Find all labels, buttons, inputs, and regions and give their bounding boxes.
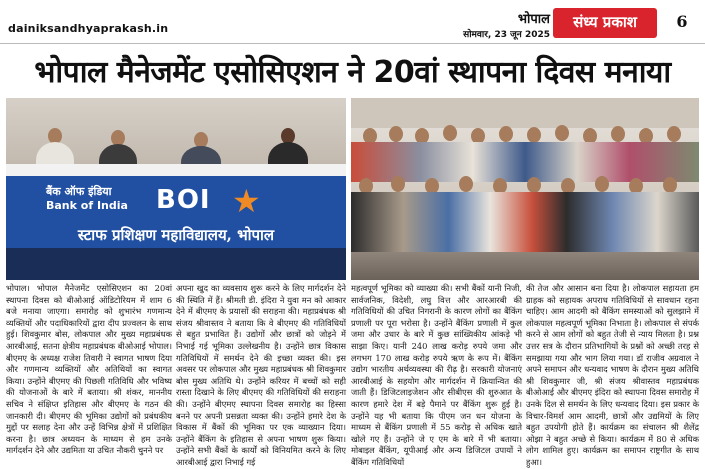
site-url: dainiksandhyaprakash.in (8, 22, 169, 35)
edition-city: भोपाल (517, 12, 550, 27)
banner-bank-name-hindi: बैंक ऑफ इंडिया (46, 185, 112, 198)
headline: भोपाल मैनेजमेंट एसोसिएशन ने 20वां स्थापना दिवस मनाया (34, 55, 671, 90)
page-number: 6 (676, 12, 688, 31)
attendee-head (391, 176, 405, 192)
article-column-4: की तेज और आसान बना दिया है। लोकपाल सहायता हम ग्राहक को सहायक अपराध गतिविधियों से सावधान रहना चाहिए। आम आदमी को बैंकिंग समस्याओं को सुलझाने में लोकपाल महत्वपूर्ण भूमिका निभाता है। लोकपाल से संपर्क करने से आम लोगों को बहुत तेजी से न्याय मिलता है। प्रश्न उत्तर सत्र के दौरान प्रतिभागियों के प्रश्नों को अच्छी तरह से समझाया गया और भाग लिया गया। डॉ राजीव अग्रवाल ने अपने समापन और धन्यवाद भाषण के दौरान मुख्य अतिथि श्री शिवकुमार जी, श्री संजय श्रीवास्तव महाप्रबंधक बीओआई और बीएमए इंदिरा को स्थापना दिवस समारोह में उनके दिल से समर्थन के लिए धन्यवाद दिया। इस प्रकार के विचार-विमर्श आम आदमी, छात्रों और उद्यमियों के लिए बहुत उपयोगी होते हैं। कार्यक्रम का संचालन श्री शैलेंद्र ओझा ने बहुत अच्छे से किया। कार्यक्रम में 80 से अधिक लोग शामिल हुए। कार्यक्रम का समापन राष्ट्रगीत के साथ हुआ। (526, 283, 700, 467)
article-column-3: महत्वपूर्ण भूमिका को व्याख्या की। सभी बैंकों यानी निजी, सार्वजनिक, विदेशी, लघु वित्त और आरआरबी की गतिविधियों की उचित निगरानी के कारण लोगों का बैंकिंग प्रणाली पर पूरा भरोसा है। उन्होंने बैंकिंग प्रणाली में कुल जमा और उधार के बारे में कुछ सांख्यिकीय आंकड़े भी साझा किए। यानी 240 लाख करोड़ रुपये जमा और लगभग 170 लाख करोड़ रुपये ऋण के रूप में। बैंकिंग उद्योग भारतीय अर्थव्यवस्था की रीढ़ है। सरकारी योजनाएं आरबीआई के सहयोग और मार्गदर्शन में क्रियान्वित की जाती हैं। डिजिटलाइजेशन और सीबीएस की शुरुआत के कारण हमारे देश में बड़े पैमाने पर बैंकिंग शुरू हुई है। उन्होंने यह भी बताया कि पीएम जन धन योजना के माध्यम से बैंकिंग प्रणाली में 55 करोड़ से अधिक खाते खोले गए हैं। उन्होंने जे ए एम के बारे में भी बताया। मोबाइल बैंकिंग, यूपीआई और अन्य डिजिटल उपायों ने बैंकिंग गतिविधियों (351, 283, 522, 467)
brand-logo-text: संध्य प्रकाश (573, 13, 637, 31)
attendee-head (555, 125, 569, 141)
attendee-head (389, 126, 403, 142)
attendee-head (527, 127, 541, 143)
attendee-head (611, 126, 625, 142)
article-column-2: अपना खुद का व्यवसाय शुरू करने के लिए मार्गदर्शन देने की स्थिति में हैं। श्रीमती डी. इंदिरा ने युवा मन को आकार देने में बीएमए के प्रयासों की सराहना की। महाप्रबंधक श्री संजय श्रीवास्तव ने बताया कि वे बीएमए की गतिविधियों से बहुत प्रभावित हैं। उद्योगों और छात्रों को जोड़ने में निभाई गई भूमिका उल्लेखनीय है। उन्होंने छात्र विकास गतिविधियों में समर्थन देने की इच्छा व्यक्त की। इस अवसर पर लोकपाल और मुख्य महाप्रबंधक श्री शिवकुमार बोस मुख्य अतिथि थे। उन्होंने करियर में बच्चों को सही रास्ता दिखाने के लिए बीएमए की गतिविधियों की सराहना की। उन्होंने बीएमए स्थापना दिवस समारोह का हिस्सा बनने पर अपनी प्रसन्नता व्यक्त की। उन्होंने हमारे देश के विकास में बैंकों की भूमिका पर एक व्याख्यान दिया। उन्होंने बैंकिंग के इतिहास से अपना भाषण शुरू किया। उन्होंने सभी बैंकों के कार्यों को विनियमित करने के लिए आरबीआई द्वारा निभाई गई (176, 283, 346, 467)
group-photo (351, 98, 699, 280)
stage-table-cover (6, 248, 346, 280)
floor (351, 252, 699, 280)
table-top (6, 164, 346, 176)
edition-date: सोमवार, 23 जून 2025 (463, 30, 550, 40)
attendee-head (527, 177, 541, 193)
attendee-head (667, 126, 681, 142)
article-column-1: भोपाल। भोपाल मैनेजमेंट एसोसिएशन का 20वां स्थापना दिवस को बीओआई ऑडिटोरियम में शाम 6 बजे मनाया जाएगा। समारोह को शुभारंभ गणमान्य व्यक्तियों और पदाधिकारियों द्वारा दीप प्रज्वलन के साथ हुई। शिवकुमार बोस, लोकपाल और मुख्य महाप्रबंधक आरबीआई, सतना क्षेत्रीय महाप्रबंधक बीओआई भोपाल। बीएमए के अध्यक्ष राजेश तिवारी ने स्वागत भाषण दिया और गणमान्य व्यक्तियों और अतिथियों का स्वागत किया। उन्होंने बीएमए की पिछली गतिविधि और भविष्य की योजनाओं के बारे में बताया। श्री शंकर, माननीय सचिव ने संक्षिप्त इतिहास और बीएमए के गठन की जानकारी दी। बीएमए की भूमिका उद्योगों को प्रबंधकीय मुद्दों पर सलाह देना और उन्हें विभिन्न क्षेत्रों में प्रशिक्षित करना है। छात्र अध्ययन के माध्यम से हम उनके मार्गदर्शन देने और उद्यमिता या उचित नौकरी चुनने पर (6, 283, 172, 456)
attendee-head (595, 176, 609, 192)
masthead-divider (0, 43, 705, 44)
attendee-head (499, 126, 513, 142)
back-row-attendees (351, 142, 699, 182)
attendee-head (459, 176, 473, 192)
hall-wall (351, 98, 699, 128)
star-icon: ★ (232, 182, 261, 220)
banner-boi-logo: BOI (156, 185, 211, 215)
attendee-head (663, 177, 677, 193)
event-stage-photo (6, 98, 346, 280)
banner-bank-name-english: Bank of India (46, 199, 128, 212)
front-row-attendees (351, 192, 699, 252)
attendee-head (443, 125, 457, 141)
banner-college-name: स्टाफ प्रशिक्षण महाविद्यालय, भोपाल (77, 226, 275, 244)
